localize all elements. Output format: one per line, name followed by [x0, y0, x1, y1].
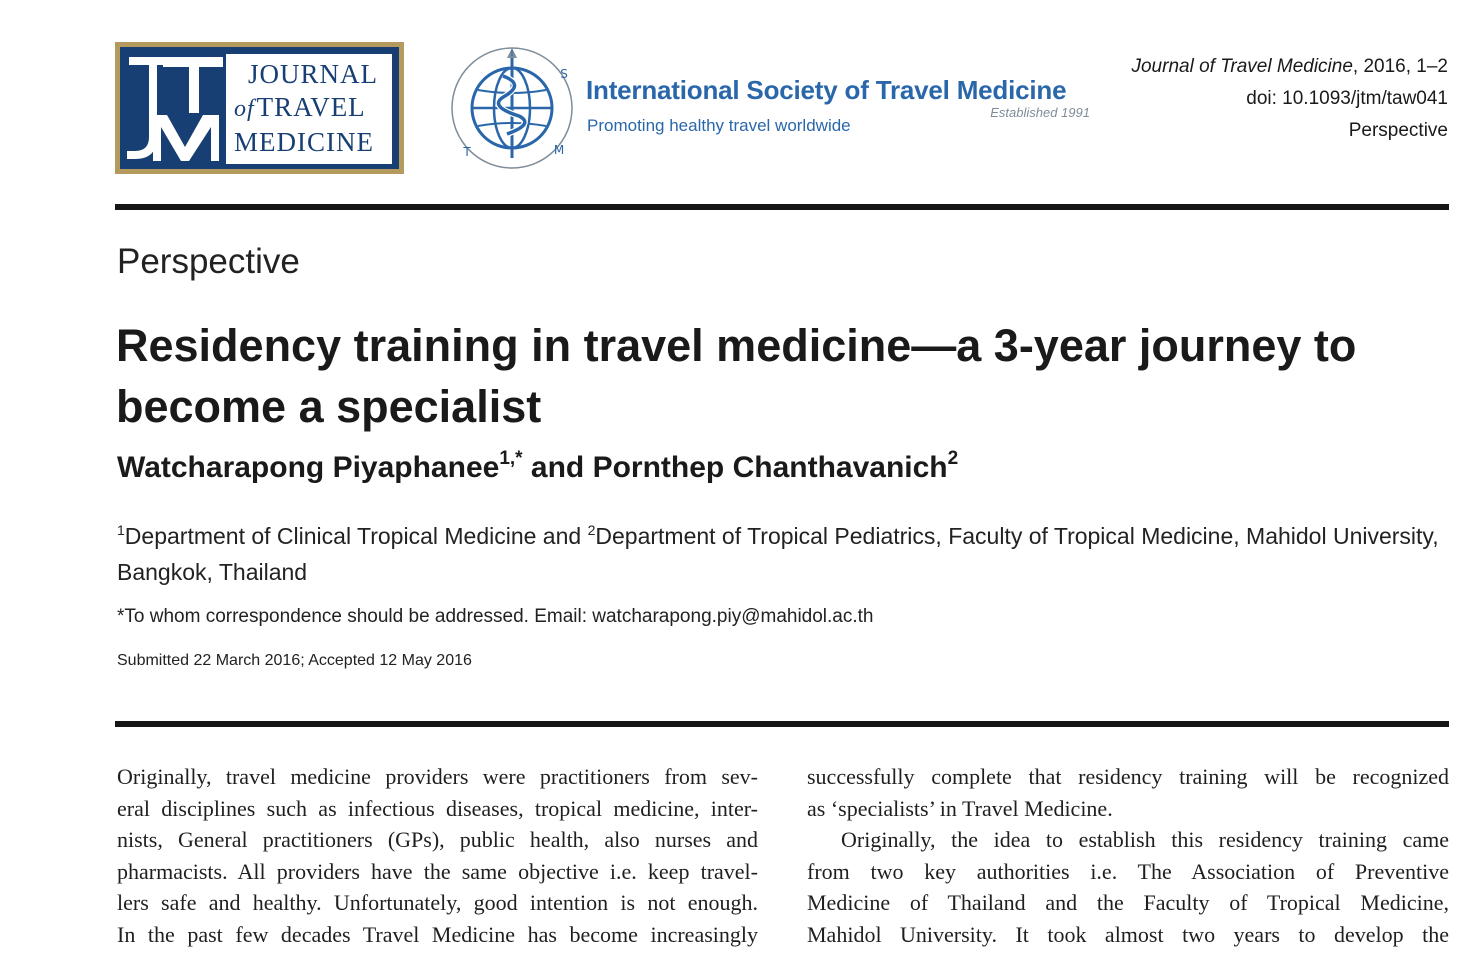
author-name: Watcharapong Piyaphanee	[117, 451, 500, 484]
istm-emblem-icon	[445, 40, 580, 175]
citation-journal-line	[1131, 51, 1448, 83]
istm-emblem-letter-s: S	[560, 67, 568, 81]
body-line: Medicine of Thailand and the Faculty of Tropical Medicine,	[807, 890, 1449, 915]
journal-logo-wordmark	[226, 54, 392, 164]
society-name: International Society of Travel Medicine	[586, 75, 1067, 105]
journal-logo-panel	[120, 47, 399, 169]
affiliations	[117, 518, 1451, 590]
citation-year-pages: , 2016, 1–2	[1352, 56, 1448, 77]
body-line: lers safe and healthy. Unfortunately, good intention is not enough.	[117, 890, 758, 915]
istm-emblem-letter-t: T	[463, 145, 471, 159]
body-line: Mahidol University. It took almost two years to develop the	[807, 921, 1449, 947]
title-divider	[115, 721, 1449, 727]
article-title: Residency training in travel medicine—a 3-year journey to become a specialist	[116, 320, 1357, 432]
body-line: as ‘specialists’ in Travel Medicine.	[807, 795, 1113, 821]
citation-doi[interactable]: doi: 10.1093/jtm/taw041	[1246, 88, 1448, 109]
citation-article-type: Perspective	[1348, 120, 1448, 141]
citation-journal: Journal of Travel Medicine	[1131, 56, 1353, 77]
body-line: Originally, the idea to establish this residency training came	[841, 827, 1449, 852]
affiliation-mark: 2	[587, 522, 596, 538]
author-joiner: and	[522, 451, 593, 484]
journal-logo-travel: TRAVEL	[256, 92, 366, 122]
body-line: In the past few decades Travel Medicine has become increasingly	[117, 921, 758, 947]
istm-emblem-letter-m: M	[553, 143, 565, 157]
body-line: pharmacists. All providers have the same objective i.e. keep travel-	[117, 858, 758, 884]
istm-emblem-letter-i: I	[510, 48, 514, 59]
jtm-monogram-icon	[123, 51, 227, 167]
journal-logo-of: of	[234, 96, 255, 122]
submission-dates: Submitted 22 March 2016; Accepted 12 May 2016	[117, 652, 472, 669]
body-column-right	[807, 761, 1449, 950]
body-line: Originally, travel medicine providers were practitioners from sev-	[117, 764, 758, 789]
journal-logo-line-travel	[234, 91, 392, 126]
journal-logo-line-medicine: MEDICINE	[234, 127, 374, 157]
journal-logo-line-journal: JOURNAL	[248, 59, 379, 89]
body-line: nists, General practitioners (GPs), public health, also nurses and	[117, 827, 758, 852]
author-affiliation-mark: 2	[947, 448, 959, 469]
body-column-left	[117, 761, 758, 950]
body-line: successfully complete that residency training will be recognized	[807, 764, 1449, 789]
affiliation-text: Department of Clinical Tropical Medicine and	[124, 523, 588, 549]
affiliation-text: Department of Tropical Pediatrics, Faculty of Tropical Medicine, Mahidol University, Bangkok, Thailand	[117, 523, 1439, 585]
author-list	[117, 448, 959, 485]
author-affiliation-mark: 1,*	[499, 448, 523, 469]
body-line: from two key authorities i.e. The Association of Preventive	[807, 858, 1449, 884]
body-line: eral disciplines such as infectious diseases, tropical medicine, inter-	[117, 795, 758, 821]
society-tagline: Promoting healthy travel worldwide	[587, 116, 851, 135]
author-name: Pornthep Chanthavanich	[592, 451, 948, 484]
affiliation-mark: 1	[117, 522, 125, 538]
journal-logo	[115, 42, 404, 174]
header-divider	[115, 204, 1449, 210]
correspondence-note: *To whom correspondence should be addressed. Email: watcharapong.piy@mahidol.ac.th	[117, 606, 874, 627]
society-established: Established 1991	[990, 105, 1090, 120]
citation-block	[1131, 51, 1448, 147]
section-label: Perspective	[117, 242, 300, 281]
